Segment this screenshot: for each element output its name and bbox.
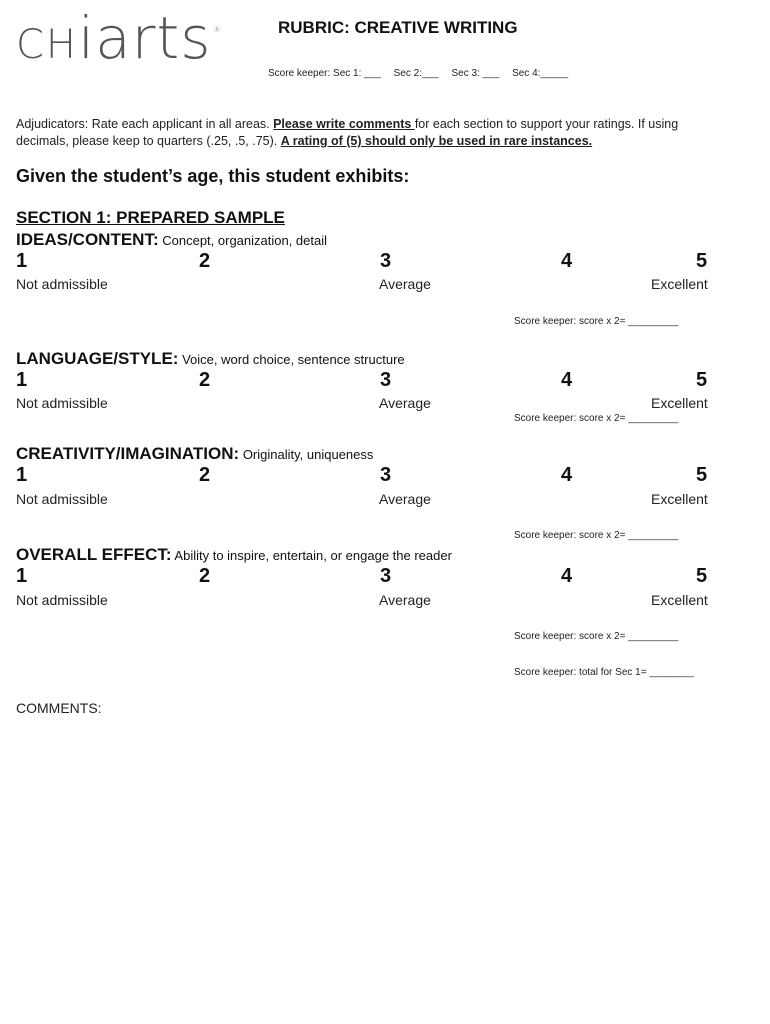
rating-3[interactable]: 3 — [380, 565, 392, 587]
rating-4[interactable]: 4 — [561, 565, 573, 587]
chiarts-logo — [16, 4, 222, 72]
score-keeper-sections — [268, 68, 578, 79]
rating-4[interactable]: 4 — [561, 369, 573, 391]
label-average: Average — [379, 276, 431, 292]
section-title: SECTION 1: PREPARED SAMPLE — [16, 208, 285, 227]
rating-2[interactable]: 2 — [199, 464, 211, 486]
rating-3[interactable]: 3 — [380, 369, 392, 391]
rating-1[interactable]: 1 — [16, 369, 28, 391]
score-keeper-sec2: Sec 2:___ — [393, 68, 439, 79]
criterion-name: CREATIVITY/IMAGINATION: — [16, 444, 240, 463]
criterion-description: Voice, word choice, sentence structure — [178, 352, 405, 367]
rating-4[interactable]: 4 — [561, 250, 573, 272]
score-keeper-line: Score keeper: score x 2= _________ — [514, 530, 679, 541]
rating-1[interactable]: 1 — [16, 464, 28, 486]
adjudicator-instructions — [16, 116, 716, 150]
criterion-name: IDEAS/CONTENT: — [16, 230, 159, 249]
score-keeper-sec4: Sec 4:_____ — [512, 68, 569, 79]
rating-1[interactable]: 1 — [16, 565, 28, 587]
rating-5[interactable]: 5 — [696, 369, 708, 391]
label-average: Average — [379, 592, 431, 608]
criterion-title — [16, 545, 452, 565]
rating-1[interactable]: 1 — [16, 250, 28, 272]
score-keeper-sec1: Score keeper: Sec 1: ___ — [268, 68, 381, 79]
label-not-admissible: Not admissible — [16, 395, 108, 411]
score-keeper-line: Score keeper: score x 2= _________ — [514, 413, 679, 424]
label-average: Average — [379, 491, 431, 507]
label-excellent: Excellent — [651, 491, 708, 507]
rating-3[interactable]: 3 — [380, 250, 392, 272]
rating-3[interactable]: 3 — [380, 464, 392, 486]
label-excellent: Excellent — [651, 592, 708, 608]
rubric-heading: Given the student’s age, this student exhibits: — [16, 166, 410, 186]
instructions-emphasis-comments: Please write comments — [273, 117, 415, 131]
criterion-title — [16, 349, 405, 369]
rating-4[interactable]: 4 — [561, 464, 573, 486]
logo-registered-mark: ® — [213, 26, 222, 34]
rating-5[interactable]: 5 — [696, 250, 708, 272]
rating-2[interactable]: 2 — [199, 565, 211, 587]
criterion-title — [16, 444, 373, 464]
label-excellent: Excellent — [651, 276, 708, 292]
rating-2[interactable]: 2 — [199, 369, 211, 391]
comments-label: COMMENTS: — [16, 700, 102, 716]
rating-2[interactable]: 2 — [199, 250, 211, 272]
instructions-part3: for each section to support your ratings. If using decimals, please keep to quarters (.25, .5, .75). — [16, 117, 679, 148]
rating-5[interactable]: 5 — [696, 464, 708, 486]
criterion-name: OVERALL EFFECT: — [16, 545, 172, 564]
score-keeper-line: Score keeper: score x 2= _________ — [514, 631, 679, 642]
criterion-description: Concept, organization, detail — [158, 233, 328, 248]
score-keeper-line: Score keeper: score x 2= _________ — [514, 316, 679, 327]
criterion-description: Ability to inspire, entertain, or engage the reader — [171, 548, 452, 563]
label-not-admissible: Not admissible — [16, 276, 108, 292]
criterion-description: Originality, uniqueness — [239, 447, 374, 462]
label-not-admissible: Not admissible — [16, 491, 108, 507]
instructions-part1: Adjudicators: Rate each applicant in all areas. — [16, 117, 274, 131]
criterion-title — [16, 230, 327, 250]
label-average: Average — [379, 395, 431, 411]
logo-text-iarts: iarts — [78, 4, 212, 72]
criterion-name: LANGUAGE/STYLE: — [16, 349, 179, 368]
document-title: RUBRIC: CREATIVE WRITING — [278, 18, 518, 37]
label-excellent: Excellent — [651, 395, 708, 411]
score-keeper-sec3: Sec 3: ___ — [451, 68, 500, 79]
section-total-line: Score keeper: total for Sec 1= ________ — [514, 667, 694, 678]
rating-5[interactable]: 5 — [696, 565, 708, 587]
instructions-emphasis-rating: A rating of (5) should only be used in rare instances. — [280, 134, 593, 148]
label-not-admissible: Not admissible — [16, 592, 108, 608]
logo-text-ch: CH — [16, 22, 79, 68]
